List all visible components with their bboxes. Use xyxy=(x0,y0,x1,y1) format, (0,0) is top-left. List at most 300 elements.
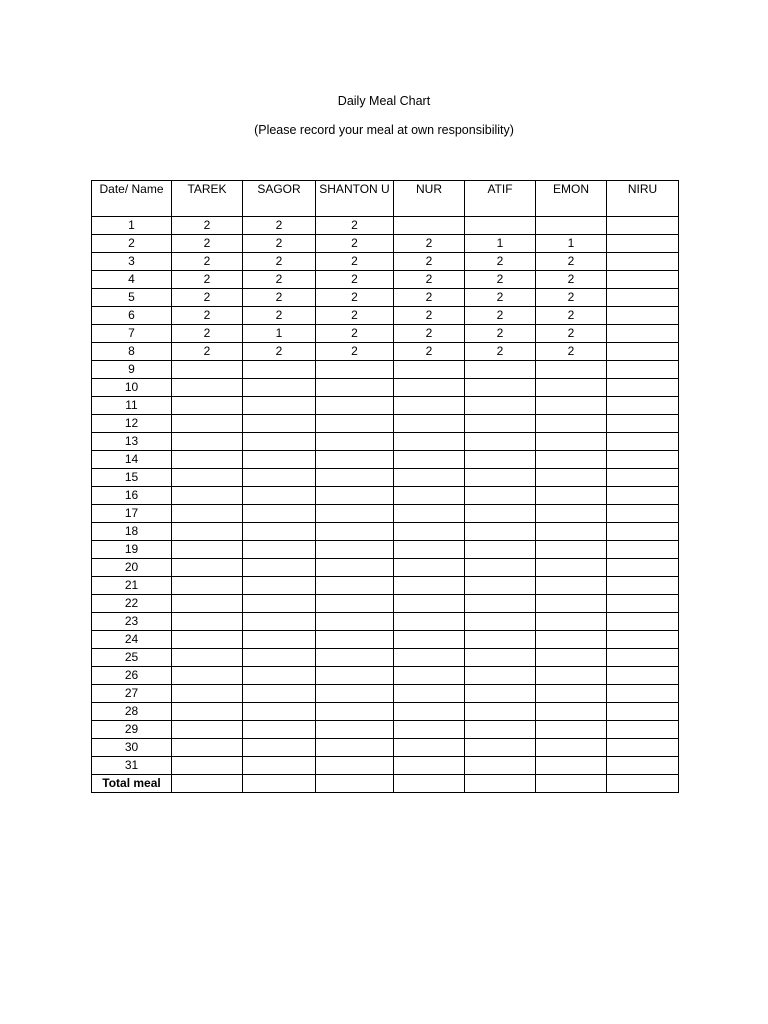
meal-count-cell: 2 xyxy=(243,253,316,271)
meal-count-cell xyxy=(243,469,316,487)
meal-count-cell xyxy=(394,217,465,235)
meal-count-cell xyxy=(536,217,607,235)
meal-count-cell xyxy=(172,613,243,631)
meal-count-cell xyxy=(316,757,394,775)
meal-count-cell: 2 xyxy=(394,343,465,361)
date-cell: 10 xyxy=(92,379,172,397)
meal-count-cell xyxy=(394,595,465,613)
meal-count-cell xyxy=(465,721,536,739)
meal-count-cell xyxy=(172,451,243,469)
meal-count-cell xyxy=(465,451,536,469)
meal-count-cell xyxy=(607,757,679,775)
table-row xyxy=(92,505,679,523)
meal-count-cell xyxy=(607,487,679,505)
table-row xyxy=(92,235,679,253)
table-row xyxy=(92,325,679,343)
meal-count-cell xyxy=(172,649,243,667)
meal-count-cell: 1 xyxy=(465,235,536,253)
meal-count-cell xyxy=(394,613,465,631)
meal-count-cell xyxy=(243,577,316,595)
meal-count-cell xyxy=(394,577,465,595)
meal-count-cell xyxy=(607,667,679,685)
date-cell: 27 xyxy=(92,685,172,703)
meal-count-cell xyxy=(607,325,679,343)
meal-count-cell: 2 xyxy=(172,235,243,253)
column-header-tarek: TAREK xyxy=(172,181,243,217)
meal-count-cell xyxy=(465,361,536,379)
meal-count-cell xyxy=(316,649,394,667)
meal-count-cell: 2 xyxy=(394,289,465,307)
meal-count-cell xyxy=(316,523,394,541)
meal-count-cell xyxy=(607,217,679,235)
table-row xyxy=(92,739,679,757)
date-cell: 9 xyxy=(92,361,172,379)
meal-count-cell: 2 xyxy=(243,343,316,361)
meal-count-cell xyxy=(465,775,536,793)
date-cell: 6 xyxy=(92,307,172,325)
meal-count-cell xyxy=(316,775,394,793)
table-row xyxy=(92,541,679,559)
meal-count-cell xyxy=(172,487,243,505)
meal-count-cell xyxy=(243,505,316,523)
meal-count-cell xyxy=(316,505,394,523)
date-cell: 16 xyxy=(92,487,172,505)
table-row xyxy=(92,289,679,307)
meal-count-cell xyxy=(394,721,465,739)
meal-count-cell xyxy=(394,685,465,703)
meal-count-cell: 2 xyxy=(172,253,243,271)
date-cell: 30 xyxy=(92,739,172,757)
meal-count-cell xyxy=(465,757,536,775)
table-row xyxy=(92,469,679,487)
meal-count-cell xyxy=(607,523,679,541)
meal-count-cell xyxy=(243,631,316,649)
meal-count-cell: 1 xyxy=(536,235,607,253)
meal-count-cell xyxy=(394,379,465,397)
meal-count-cell xyxy=(316,379,394,397)
meal-count-cell xyxy=(394,559,465,577)
table-row xyxy=(92,361,679,379)
meal-count-cell xyxy=(172,379,243,397)
meal-count-cell xyxy=(607,253,679,271)
table-row xyxy=(92,595,679,613)
meal-count-cell xyxy=(172,469,243,487)
meal-count-cell xyxy=(316,739,394,757)
meal-count-cell xyxy=(316,541,394,559)
meal-count-cell xyxy=(172,397,243,415)
table-row xyxy=(92,721,679,739)
meal-count-cell xyxy=(316,721,394,739)
date-cell: 5 xyxy=(92,289,172,307)
meal-count-cell xyxy=(172,703,243,721)
table-row xyxy=(92,487,679,505)
table-row xyxy=(92,397,679,415)
meal-count-cell xyxy=(465,505,536,523)
date-cell: 17 xyxy=(92,505,172,523)
meal-count-cell xyxy=(536,379,607,397)
meal-count-cell xyxy=(607,307,679,325)
meal-count-cell: 2 xyxy=(316,307,394,325)
date-cell: 11 xyxy=(92,397,172,415)
date-cell: 15 xyxy=(92,469,172,487)
meal-count-cell xyxy=(536,685,607,703)
date-cell: 20 xyxy=(92,559,172,577)
meal-count-cell xyxy=(536,577,607,595)
meal-count-cell xyxy=(536,361,607,379)
meal-count-cell xyxy=(536,775,607,793)
meal-count-cell xyxy=(465,523,536,541)
meal-count-cell xyxy=(243,415,316,433)
meal-count-cell xyxy=(172,523,243,541)
meal-count-cell xyxy=(243,451,316,469)
table-row xyxy=(92,613,679,631)
meal-count-cell xyxy=(607,433,679,451)
date-cell: 3 xyxy=(92,253,172,271)
column-header-emon: EMON xyxy=(536,181,607,217)
table-row xyxy=(92,685,679,703)
meal-count-cell xyxy=(607,415,679,433)
meal-count-cell xyxy=(465,397,536,415)
meal-count-cell xyxy=(243,649,316,667)
meal-count-cell xyxy=(316,415,394,433)
meal-count-cell: 2 xyxy=(316,217,394,235)
meal-count-cell xyxy=(172,505,243,523)
meal-count-cell: 2 xyxy=(316,325,394,343)
total-row xyxy=(92,775,679,793)
meal-count-cell: 2 xyxy=(243,271,316,289)
meal-count-cell xyxy=(243,541,316,559)
table-row xyxy=(92,649,679,667)
meal-count-cell xyxy=(607,235,679,253)
meal-count-cell xyxy=(607,631,679,649)
meal-count-cell: 2 xyxy=(243,235,316,253)
meal-count-cell: 2 xyxy=(536,271,607,289)
meal-count-cell xyxy=(536,487,607,505)
meal-count-cell xyxy=(394,469,465,487)
meal-count-cell xyxy=(607,541,679,559)
meal-count-cell xyxy=(607,343,679,361)
meal-count-cell xyxy=(607,361,679,379)
meal-count-cell xyxy=(172,361,243,379)
meal-count-cell xyxy=(394,757,465,775)
meal-count-cell xyxy=(243,739,316,757)
meal-count-cell xyxy=(394,775,465,793)
meal-count-cell xyxy=(465,595,536,613)
meal-count-cell: 2 xyxy=(536,343,607,361)
meal-count-cell xyxy=(394,451,465,469)
meal-count-cell xyxy=(465,469,536,487)
meal-count-cell xyxy=(465,541,536,559)
meal-count-cell: 2 xyxy=(394,235,465,253)
meal-count-cell: 2 xyxy=(172,325,243,343)
meal-count-cell xyxy=(172,631,243,649)
meal-count-cell xyxy=(465,433,536,451)
date-cell: 2 xyxy=(92,235,172,253)
meal-count-cell xyxy=(316,433,394,451)
table-row xyxy=(92,433,679,451)
meal-count-cell xyxy=(536,451,607,469)
header-row xyxy=(92,181,679,217)
meal-count-cell xyxy=(394,631,465,649)
meal-count-cell xyxy=(316,469,394,487)
meal-count-cell xyxy=(536,613,607,631)
meal-count-cell xyxy=(172,415,243,433)
meal-count-cell xyxy=(607,649,679,667)
meal-count-cell xyxy=(465,685,536,703)
meal-count-cell xyxy=(243,721,316,739)
table-row xyxy=(92,307,679,325)
total-label-cell: Total meal xyxy=(92,775,172,793)
date-cell: 23 xyxy=(92,613,172,631)
meal-count-cell xyxy=(394,541,465,559)
meal-count-cell xyxy=(316,613,394,631)
meal-count-cell xyxy=(394,397,465,415)
meal-count-cell xyxy=(172,775,243,793)
meal-count-cell xyxy=(536,739,607,757)
meal-count-cell: 2 xyxy=(172,217,243,235)
date-cell: 7 xyxy=(92,325,172,343)
meal-count-cell: 2 xyxy=(243,289,316,307)
meal-count-cell: 2 xyxy=(243,217,316,235)
meal-count-cell xyxy=(465,667,536,685)
meal-count-cell xyxy=(316,361,394,379)
table-row xyxy=(92,577,679,595)
meal-count-cell: 2 xyxy=(243,307,316,325)
column-header-shanton-u: SHANTON U xyxy=(316,181,394,217)
meal-count-cell xyxy=(316,577,394,595)
meal-count-cell: 2 xyxy=(465,343,536,361)
meal-count-cell xyxy=(172,667,243,685)
meal-count-cell xyxy=(607,559,679,577)
meal-count-cell xyxy=(394,415,465,433)
meal-count-cell xyxy=(536,595,607,613)
date-cell: 12 xyxy=(92,415,172,433)
meal-count-cell xyxy=(394,703,465,721)
date-cell: 21 xyxy=(92,577,172,595)
date-cell: 22 xyxy=(92,595,172,613)
meal-count-cell xyxy=(536,433,607,451)
table-row xyxy=(92,343,679,361)
meal-count-cell xyxy=(394,361,465,379)
meal-count-cell xyxy=(172,433,243,451)
meal-count-cell xyxy=(536,703,607,721)
meal-count-cell xyxy=(536,415,607,433)
date-cell: 24 xyxy=(92,631,172,649)
meal-count-cell xyxy=(243,487,316,505)
meal-count-cell xyxy=(465,487,536,505)
meal-count-cell: 2 xyxy=(465,271,536,289)
date-cell: 13 xyxy=(92,433,172,451)
meal-count-cell xyxy=(536,469,607,487)
meal-count-cell xyxy=(465,613,536,631)
meal-count-cell xyxy=(316,595,394,613)
meal-count-cell xyxy=(536,649,607,667)
meal-count-cell: 2 xyxy=(465,307,536,325)
meal-count-cell xyxy=(316,667,394,685)
date-cell: 14 xyxy=(92,451,172,469)
meal-count-cell xyxy=(243,703,316,721)
meal-count-cell: 2 xyxy=(394,271,465,289)
page-subtitle: (Please record your meal at own responsibility) xyxy=(254,123,514,137)
meal-count-cell xyxy=(465,577,536,595)
meal-count-cell: 2 xyxy=(316,343,394,361)
meal-count-cell xyxy=(465,379,536,397)
meal-count-cell xyxy=(394,649,465,667)
meal-count-cell xyxy=(172,721,243,739)
meal-count-cell xyxy=(536,757,607,775)
meal-count-cell: 2 xyxy=(316,235,394,253)
meal-count-cell xyxy=(607,451,679,469)
meal-count-cell xyxy=(316,703,394,721)
meal-count-cell xyxy=(465,217,536,235)
column-header-niru: NIRU xyxy=(607,181,679,217)
date-cell: 29 xyxy=(92,721,172,739)
meal-count-cell xyxy=(536,541,607,559)
table-body xyxy=(92,217,679,793)
meal-count-cell xyxy=(316,487,394,505)
meal-count-cell xyxy=(607,739,679,757)
meal-count-cell: 2 xyxy=(465,325,536,343)
table-row xyxy=(92,631,679,649)
meal-count-cell xyxy=(607,613,679,631)
table-row xyxy=(92,271,679,289)
meal-count-cell: 2 xyxy=(465,253,536,271)
meal-count-cell xyxy=(607,721,679,739)
meal-count-cell xyxy=(394,739,465,757)
meal-count-cell xyxy=(607,271,679,289)
meal-count-cell: 2 xyxy=(172,343,243,361)
column-header-atif: ATIF xyxy=(465,181,536,217)
date-cell: 18 xyxy=(92,523,172,541)
meal-count-cell xyxy=(536,721,607,739)
meal-count-cell xyxy=(243,433,316,451)
meal-count-cell xyxy=(316,559,394,577)
meal-count-cell xyxy=(536,559,607,577)
meal-count-cell: 2 xyxy=(316,289,394,307)
meal-count-cell xyxy=(394,433,465,451)
meal-count-cell xyxy=(607,775,679,793)
table-row xyxy=(92,451,679,469)
table-row xyxy=(92,559,679,577)
table-row xyxy=(92,253,679,271)
meal-count-cell xyxy=(607,289,679,307)
meal-count-cell xyxy=(172,577,243,595)
date-cell: 19 xyxy=(92,541,172,559)
meal-count-cell xyxy=(316,397,394,415)
meal-count-cell xyxy=(172,739,243,757)
meal-count-cell xyxy=(607,577,679,595)
meal-count-cell xyxy=(316,631,394,649)
meal-count-cell xyxy=(465,559,536,577)
column-header-date-name: Date/ Name xyxy=(92,181,172,217)
table-row xyxy=(92,217,679,235)
meal-count-cell: 2 xyxy=(394,325,465,343)
meal-count-cell xyxy=(607,505,679,523)
meal-count-cell: 2 xyxy=(394,307,465,325)
meal-count-cell xyxy=(243,397,316,415)
meal-count-cell xyxy=(394,667,465,685)
meal-count-cell xyxy=(172,595,243,613)
column-header-nur: NUR xyxy=(394,181,465,217)
meal-count-cell: 2 xyxy=(316,271,394,289)
meal-count-cell: 2 xyxy=(394,253,465,271)
meal-count-cell xyxy=(172,685,243,703)
meal-count-cell xyxy=(172,757,243,775)
meal-count-cell xyxy=(465,649,536,667)
meal-count-cell xyxy=(394,523,465,541)
meal-count-cell xyxy=(394,487,465,505)
meal-count-cell xyxy=(536,631,607,649)
date-cell: 1 xyxy=(92,217,172,235)
meal-count-cell: 2 xyxy=(316,253,394,271)
meal-count-cell xyxy=(243,559,316,577)
meal-count-cell xyxy=(536,397,607,415)
meal-count-cell xyxy=(243,523,316,541)
date-cell: 25 xyxy=(92,649,172,667)
meal-count-cell xyxy=(465,415,536,433)
meal-count-cell: 2 xyxy=(172,271,243,289)
page-title: Daily Meal Chart xyxy=(337,94,431,108)
meal-count-cell xyxy=(243,379,316,397)
meal-count-cell xyxy=(394,505,465,523)
meal-count-cell: 2 xyxy=(172,289,243,307)
meal-count-cell: 2 xyxy=(536,253,607,271)
meal-count-cell xyxy=(243,361,316,379)
meal-count-cell xyxy=(172,559,243,577)
table-row xyxy=(92,379,679,397)
meal-count-cell xyxy=(243,775,316,793)
meal-count-cell xyxy=(243,685,316,703)
meal-count-cell xyxy=(172,541,243,559)
meal-count-cell: 2 xyxy=(536,325,607,343)
meal-count-cell xyxy=(607,595,679,613)
date-cell: 26 xyxy=(92,667,172,685)
meal-count-cell xyxy=(607,397,679,415)
meal-count-cell: 2 xyxy=(536,289,607,307)
meal-count-cell xyxy=(316,451,394,469)
meal-count-cell xyxy=(243,757,316,775)
meal-count-cell xyxy=(607,379,679,397)
column-header-sagor: SAGOR xyxy=(243,181,316,217)
meal-count-cell xyxy=(607,685,679,703)
date-cell: 4 xyxy=(92,271,172,289)
table-row xyxy=(92,667,679,685)
date-cell: 28 xyxy=(92,703,172,721)
date-cell: 31 xyxy=(92,757,172,775)
meal-count-cell: 2 xyxy=(172,307,243,325)
meal-count-cell xyxy=(536,667,607,685)
meal-count-cell: 1 xyxy=(243,325,316,343)
meal-count-cell xyxy=(465,703,536,721)
meal-count-cell xyxy=(316,685,394,703)
meal-count-cell xyxy=(607,469,679,487)
meal-count-cell xyxy=(536,523,607,541)
table-row xyxy=(92,415,679,433)
table-row xyxy=(92,703,679,721)
table-row xyxy=(92,523,679,541)
meal-count-cell xyxy=(607,703,679,721)
meal-count-cell xyxy=(465,739,536,757)
meal-count-cell xyxy=(465,631,536,649)
meal-count-cell xyxy=(243,613,316,631)
meal-count-cell: 2 xyxy=(465,289,536,307)
date-cell: 8 xyxy=(92,343,172,361)
meal-count-cell: 2 xyxy=(536,307,607,325)
meal-chart-table xyxy=(91,180,679,793)
meal-count-cell xyxy=(243,667,316,685)
meal-count-cell xyxy=(243,595,316,613)
table-row xyxy=(92,757,679,775)
